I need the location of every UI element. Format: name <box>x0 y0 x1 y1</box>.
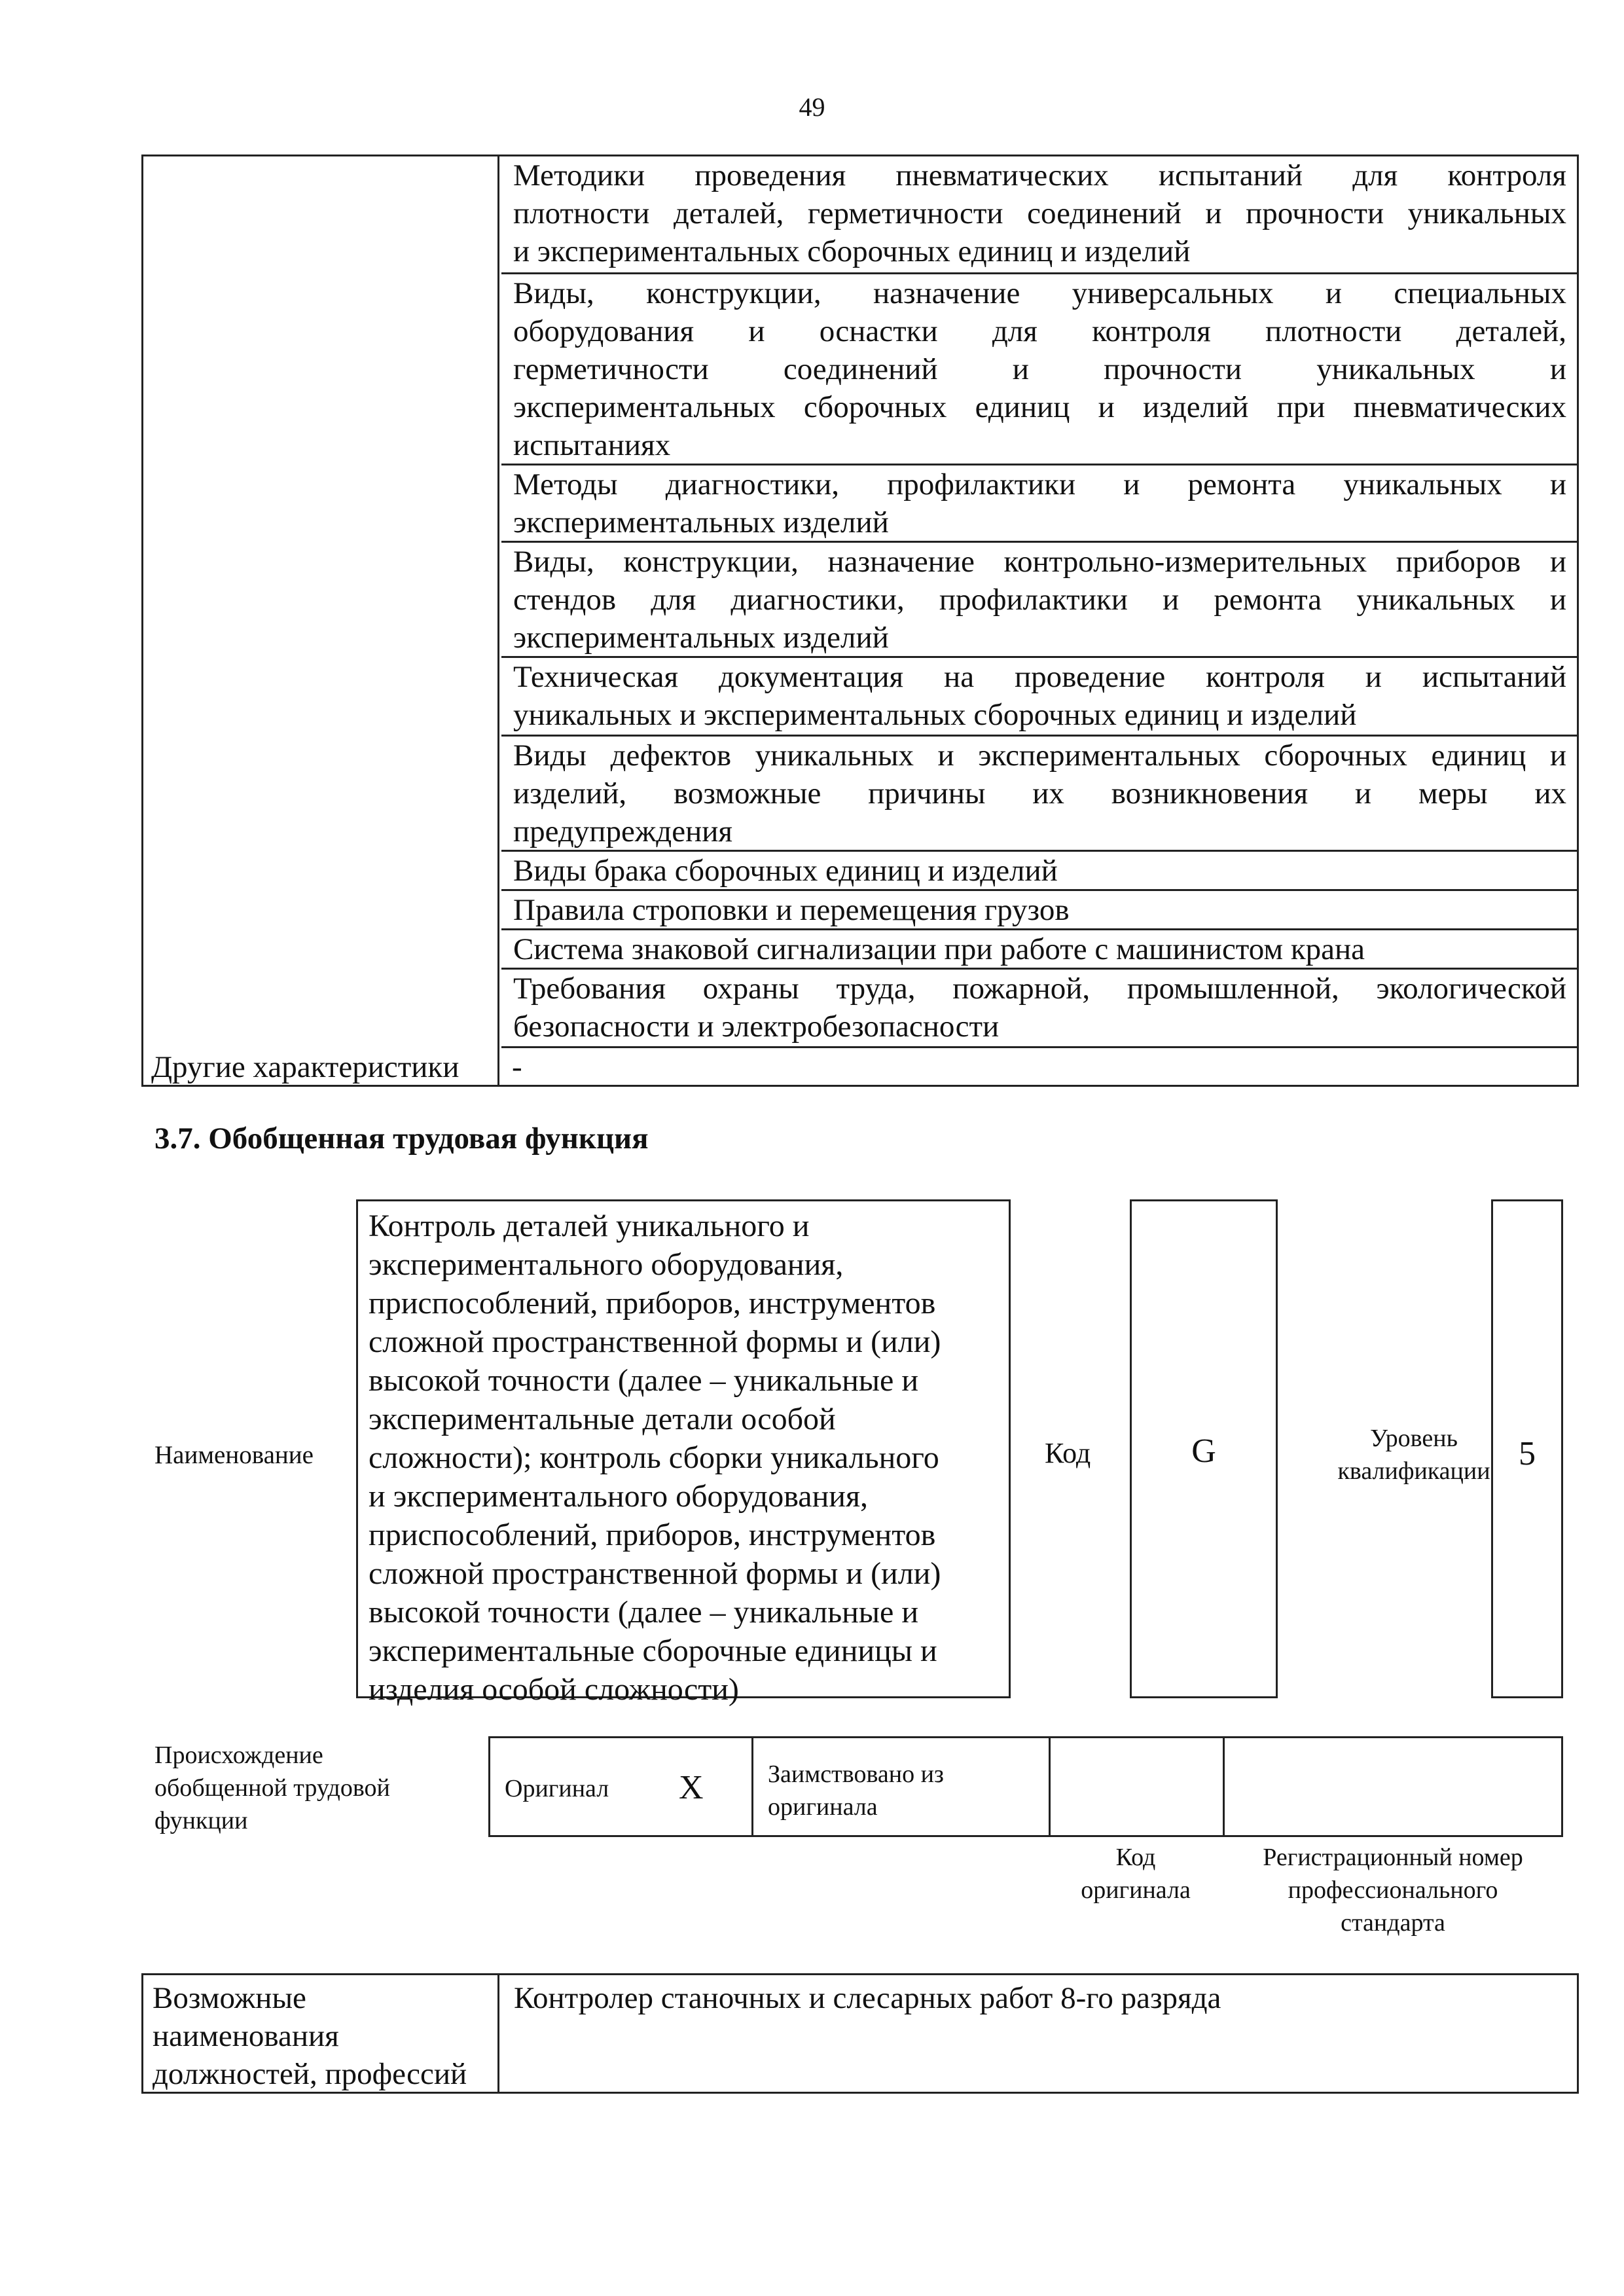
knowledge-row <box>501 891 1577 930</box>
original-mark: X <box>679 1769 704 1806</box>
origin-label-line: функции <box>154 1807 248 1834</box>
row-line: Методики проведения пневматических испытаний для контроля <box>513 158 1566 192</box>
name-line: изделия особой сложности) <box>369 1672 739 1707</box>
row-line: Правила строповки и перемещения грузов <box>513 893 1070 927</box>
section-heading: 3.7. Обобщенная трудовая функция <box>154 1121 649 1156</box>
row-line: экспериментальных сборочных единиц и изделий при пневматических <box>513 390 1566 424</box>
caption-line: Регистрационный номер <box>1263 1844 1523 1871</box>
positions-label-line: должностей, профессий <box>153 2057 467 2091</box>
registration-number-cell <box>1225 1738 1561 1835</box>
origin-label-line: Происхождение <box>154 1741 323 1769</box>
page-number: 49 <box>799 92 825 122</box>
borrowed-cell <box>753 1738 1051 1835</box>
row-line: безопасности и электробезопасности <box>513 1010 1000 1044</box>
name-line: высокой точности (далее – уникальные и <box>369 1595 919 1630</box>
knowledge-table <box>141 155 1579 1087</box>
knowledge-row <box>501 543 1577 658</box>
code-value: G <box>1191 1432 1216 1470</box>
name-line: сложности); контроль сборки уникального <box>369 1440 939 1475</box>
name-line: сложной пространственной формы и (или) <box>369 1324 941 1359</box>
knowledge-label-cell <box>143 156 499 1048</box>
knowledge-row <box>501 658 1577 737</box>
row-line: Техническая документация на проведение контроля и испытаний <box>513 660 1566 694</box>
original-label: Оригинал <box>505 1775 609 1802</box>
row-line: стендов для диагностики, профилактики и ремонта уникальных и <box>513 583 1566 617</box>
positions-label <box>143 1975 499 2092</box>
borrowed-label-line: Заимствовано из <box>768 1760 944 1788</box>
name-line: экспериментальные сборочные единицы и <box>369 1633 937 1668</box>
name-line: Контроль деталей уникального и <box>369 1209 810 1243</box>
code-label: Код <box>1045 1437 1091 1469</box>
row-line: Методы диагностики, профилактики и ремонта уникальных и <box>513 467 1566 501</box>
row-line: герметичности соединений и прочности уникальных и <box>513 352 1566 386</box>
original-code-cell <box>1051 1738 1225 1835</box>
row-line: изделий, возможные причины их возникновения и меры их <box>513 776 1566 811</box>
knowledge-row <box>501 274 1577 465</box>
row-line: Система знаковой сигнализации при работе с машинистом крана <box>513 932 1365 966</box>
knowledge-row <box>501 156 1577 274</box>
name-label: Наименование <box>154 1441 314 1469</box>
other-characteristics-label: Другие характеристики <box>143 1048 499 1085</box>
other-characteristics-row <box>143 1048 1577 1085</box>
code-box <box>1130 1199 1278 1698</box>
origin-label <box>154 1739 390 1837</box>
name-line: высокой точности (далее – уникальные и <box>369 1363 919 1398</box>
name-line: и экспериментального оборудования, <box>369 1479 869 1514</box>
level-label-line: Уровень <box>1370 1425 1458 1452</box>
row-line: Виды, конструкции, назначение контрольно-измерительных приборов и <box>513 545 1566 579</box>
registration-number-caption <box>1223 1841 1563 1939</box>
knowledge-row <box>501 930 1577 970</box>
original-cell <box>490 1738 753 1835</box>
row-line: Требования охраны труда, пожарной, промышленной, экологической <box>513 972 1566 1006</box>
row-line: Виды дефектов уникальных и экспериментальных сборочных единиц и <box>513 738 1566 773</box>
row-line: оборудования и оснастки для контроля плотности деталей, <box>513 314 1566 348</box>
borrowed-label-line: оригинала <box>768 1793 878 1821</box>
row-line: экспериментальных изделий <box>513 621 889 655</box>
caption-line: профессионального <box>1288 1876 1498 1904</box>
caption-line: Код <box>1115 1844 1156 1871</box>
row-line: испытаниях <box>513 428 671 462</box>
positions-label-line: Возможные <box>153 1981 306 2015</box>
origin-label-line: обобщенной трудовой <box>154 1774 390 1802</box>
positions-table <box>141 1973 1579 2094</box>
row-line: предупреждения <box>513 814 732 848</box>
name-line: сложной пространственной формы и (или) <box>369 1556 941 1591</box>
row-line: уникальных и экспериментальных сборочных единиц и изделий <box>513 698 1357 732</box>
level-label-line: квалификации <box>1337 1457 1490 1485</box>
row-line: Виды брака сборочных единиц и изделий <box>513 854 1058 888</box>
row-line: и экспериментальных сборочных единиц и изделий <box>513 234 1191 268</box>
positions-value: Контролер станочных и слесарных работ 8-го разряда <box>514 1981 1221 2015</box>
row-line: плотности деталей, герметичности соединений и прочности уникальных <box>513 196 1566 230</box>
name-line: приспособлений, приборов, инструментов <box>369 1518 936 1552</box>
borrowed-label <box>768 1758 944 1823</box>
caption-line: оригинала <box>1081 1876 1191 1904</box>
caption-line: стандарта <box>1341 1909 1445 1937</box>
origin-table <box>488 1736 1563 1837</box>
other-characteristics-value: - <box>512 1050 522 1084</box>
original-code-caption <box>1049 1841 1223 1906</box>
positions-label-line: наименования <box>153 2019 339 2053</box>
qualification-level-value: 5 <box>1519 1435 1536 1472</box>
name-line: экспериментальные детали особой <box>369 1402 836 1436</box>
row-line: Виды, конструкции, назначение универсальных и специальных <box>513 276 1566 310</box>
row-line: экспериментальных изделий <box>513 505 889 539</box>
knowledge-row <box>501 852 1577 891</box>
qualification-level-box <box>1491 1199 1563 1698</box>
knowledge-row <box>501 465 1577 543</box>
function-name-box <box>356 1199 1011 1707</box>
knowledge-row <box>501 737 1577 852</box>
knowledge-row <box>501 970 1577 1048</box>
name-line: приспособлений, приборов, инструментов <box>369 1286 936 1321</box>
name-line: экспериментального оборудования, <box>369 1247 844 1282</box>
